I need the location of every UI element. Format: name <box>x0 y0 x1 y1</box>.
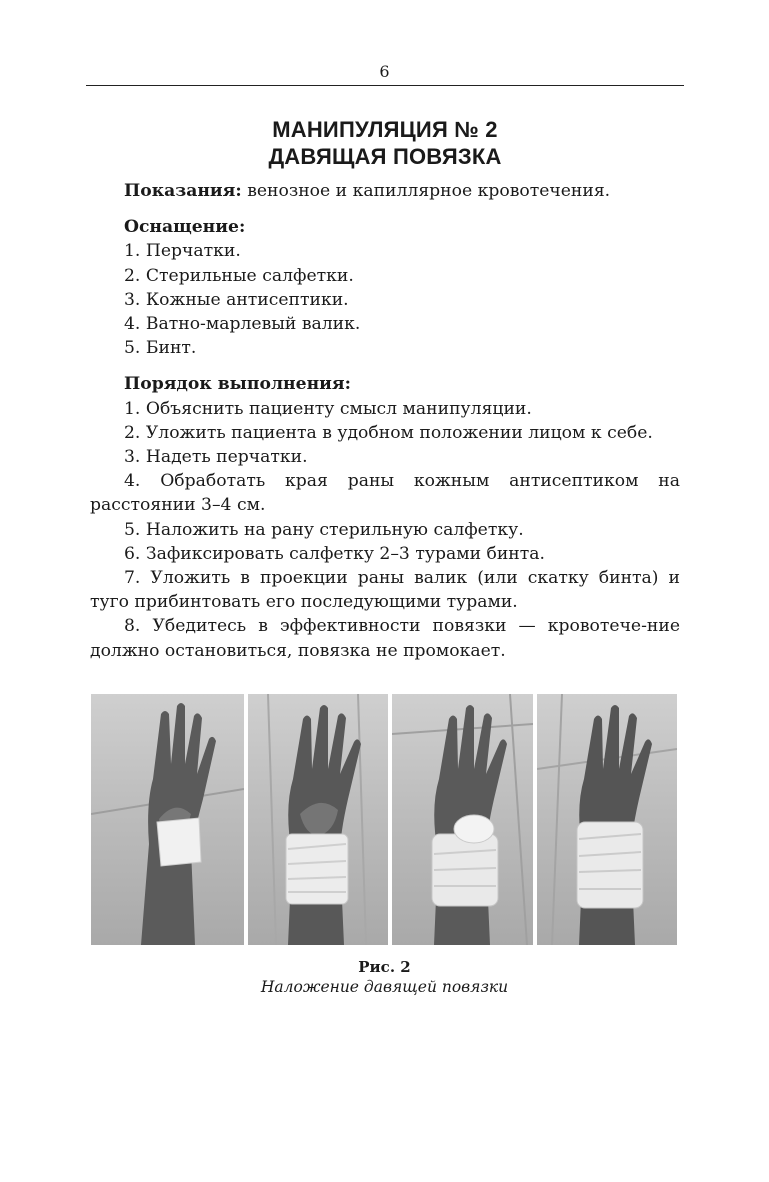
procedure-step: 3. Надеть перчатки. <box>124 447 308 468</box>
equipment-heading: Оснащение: <box>124 217 246 238</box>
equipment-item: 5. Бинт. <box>124 338 197 359</box>
procedure-step: 4. Обработать края раны кожным антисептиком на расстоянии 3–4 см. <box>90 471 680 516</box>
procedure-heading: Порядок выполнения: <box>124 374 351 395</box>
equipment-item: 4. Ватно-марлевый валик. <box>124 314 361 335</box>
photo-step-3 <box>392 694 533 945</box>
equipment-item: 2. Стерильные салфетки. <box>124 265 354 286</box>
page-title <box>86 116 684 170</box>
indications-text: венозное и капиллярное кровотечения. <box>241 181 611 201</box>
procedure-step: 1. Объяснить пациенту смысл манипуляции. <box>124 398 532 419</box>
hand-gauze-roll-image <box>392 694 533 945</box>
photo-step-2 <box>248 694 388 945</box>
procedure-step: 5. Наложить на рану стерильную салфетку. <box>124 519 524 540</box>
hand-bandage-turns-image <box>248 694 388 945</box>
hand-gauze-pad-image <box>91 694 244 945</box>
indications <box>90 179 680 203</box>
photo-step-1 <box>91 694 244 945</box>
procedure-step: 6. Зафиксировать салфетку 2–3 турами бинта. <box>124 543 545 564</box>
procedure-step: 7. Уложить в проекции раны валик (или скатку бинта) и туго прибинтовать его последующими турами. <box>90 568 680 613</box>
figure-photos <box>91 694 677 945</box>
procedure-step: 8. Убедитесь в эффективности повязки — кровотече-ние должно остановиться, повязка не промокает. <box>90 616 680 661</box>
header-rule <box>86 85 684 86</box>
equipment-item: 1. Перчатки. <box>124 241 241 262</box>
body-text <box>90 179 680 663</box>
figure-caption: Наложение давящей повязки <box>260 978 509 996</box>
equipment-item: 3. Кожные антисептики. <box>124 289 349 310</box>
photo-step-4 <box>537 694 677 945</box>
procedure-step: 2. Уложить пациента в удобном положении лицом к себе. <box>124 422 653 443</box>
figure-label: Рис. 2 <box>358 958 411 976</box>
hand-pressure-bandage-image <box>537 694 677 945</box>
title-line-1: МАНИПУЛЯЦИЯ № 2 <box>272 117 498 142</box>
page-number: 6 <box>379 62 390 81</box>
indications-label: Показания: <box>124 181 242 201</box>
title-line-2: ДАВЯЩАЯ ПОВЯЗКА <box>268 144 502 169</box>
